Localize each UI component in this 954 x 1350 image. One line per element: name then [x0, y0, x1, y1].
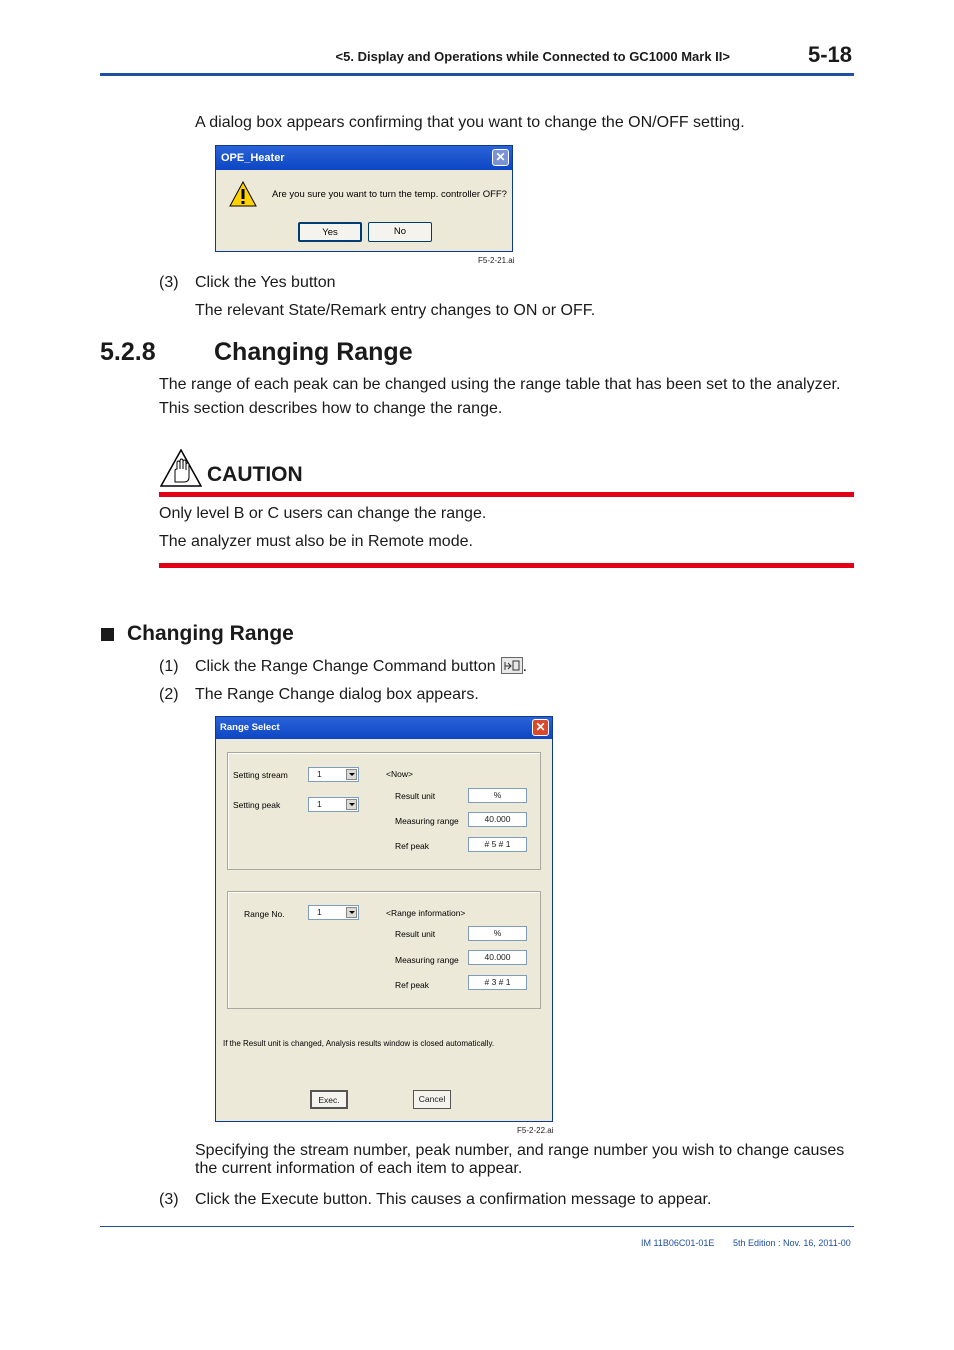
figure-caption-2: F5-2-22.ai: [517, 1126, 554, 1135]
footer-edition: 5th Edition : Nov. 16, 2011-00: [733, 1238, 851, 1248]
setting-peak-label: Setting peak: [233, 800, 281, 810]
no-button[interactable]: No: [368, 222, 432, 242]
section-title: Changing Range: [214, 338, 413, 366]
setting-stream-select[interactable]: 1: [308, 767, 359, 782]
caution-top-rule: [159, 492, 854, 497]
footer-doc-id: IM 11B06C01-01E: [641, 1238, 715, 1248]
page-number: 5-18: [808, 42, 853, 67]
caution-label: CAUTION: [207, 463, 303, 486]
after-paragraph-2: the current information of each item to appear.: [195, 1160, 523, 1177]
info-ref-peak-field: # 3 # 1: [468, 975, 527, 990]
confirm-dialog-title: OPE_Heater: [221, 152, 285, 164]
step-3b-number: (3): [159, 1191, 179, 1208]
confirm-dialog: [215, 145, 513, 252]
step-3b-text: Click the Execute button. This causes a confirmation message to appear.: [195, 1191, 712, 1208]
caution-hand-icon: [160, 449, 202, 487]
setting-stream-label: Setting stream: [233, 770, 288, 780]
range-no-select[interactable]: 1: [308, 905, 359, 920]
close-icon[interactable]: ✕: [532, 719, 549, 736]
header-title: <5. Display and Operations while Connected to GC1000 Mark II>: [335, 49, 730, 64]
result-unit-note: If the Result unit is changed, Analysis results window is closed automatically.: [223, 1039, 495, 1048]
step-1-suffix: .: [522, 658, 528, 675]
step-1: [195, 655, 527, 679]
range-select-title: Range Select: [220, 722, 280, 733]
intro-paragraph: A dialog box appears confirming that you want to change the ON/OFF setting.: [195, 114, 745, 131]
step-3a-text: Click the Yes button: [195, 274, 336, 291]
now-measuring-range-label: Measuring range: [395, 816, 459, 826]
now-ref-peak-label: Ref peak: [395, 841, 430, 851]
range-no-label: Range No.: [244, 909, 285, 919]
now-result-unit-label: Result unit: [395, 791, 436, 801]
step-1-text: Click the Range Change Command button: [195, 658, 496, 675]
setting-peak-select[interactable]: 1: [308, 797, 359, 812]
exec-button[interactable]: Exec.: [310, 1090, 348, 1109]
subsection-title: Changing Range: [127, 622, 294, 645]
info-result-unit-field: %: [468, 926, 527, 941]
footer-rule: [100, 1226, 854, 1227]
section-number: 5.2.8: [100, 338, 156, 366]
range-change-command-icon: [501, 657, 523, 674]
bullet-square-icon: [101, 628, 114, 641]
section-paragraph-2: This section describes how to change the range.: [159, 400, 503, 417]
section-paragraph-1: The range of each peak can be changed using the range table that has been set to the analyzer.: [159, 376, 841, 393]
warning-icon: [229, 181, 257, 207]
range-select-titlebar: [216, 717, 552, 739]
info-result-unit-label: Result unit: [395, 929, 436, 939]
range-select-dialog: [215, 716, 553, 1122]
step-3a-number: (3): [159, 274, 179, 291]
yes-button[interactable]: Yes: [298, 222, 362, 242]
header-rule: [100, 73, 854, 76]
step-3a-note: The relevant State/Remark entry changes to ON or OFF.: [195, 302, 596, 319]
confirm-dialog-titlebar: [216, 146, 512, 170]
chevron-down-icon: [346, 907, 357, 918]
now-result-unit-field: %: [468, 788, 527, 803]
now-measuring-range-field: 40.000: [468, 812, 527, 827]
info-measuring-range-label: Measuring range: [395, 955, 459, 965]
info-measuring-range-field: 40.000: [468, 950, 527, 965]
confirm-message: Are you sure you want to turn the temp. controller OFF?: [272, 189, 507, 200]
step-1-number: (1): [159, 658, 179, 675]
figure-caption-1: F5-2-21.ai: [478, 256, 515, 265]
cancel-button[interactable]: Cancel: [413, 1090, 451, 1109]
caution-line-2: The analyzer must also be in Remote mode.: [159, 533, 473, 550]
info-ref-peak-label: Ref peak: [395, 980, 430, 990]
range-info-heading: <Range information>: [386, 908, 466, 918]
now-heading: <Now>: [386, 769, 413, 779]
now-ref-peak-field: # 5 # 1: [468, 837, 527, 852]
chevron-down-icon: [346, 769, 357, 780]
after-paragraph-1: Specifying the stream number, peak number, and range number you wish to change causes: [195, 1142, 845, 1159]
caution-bottom-rule: [159, 563, 854, 568]
step-2-number: (2): [159, 686, 179, 703]
close-icon[interactable]: ✕: [492, 149, 509, 166]
caution-line-1: Only level B or C users can change the range.: [159, 505, 487, 522]
step-2-text: The Range Change dialog box appears.: [195, 686, 479, 703]
chevron-down-icon: [346, 799, 357, 810]
